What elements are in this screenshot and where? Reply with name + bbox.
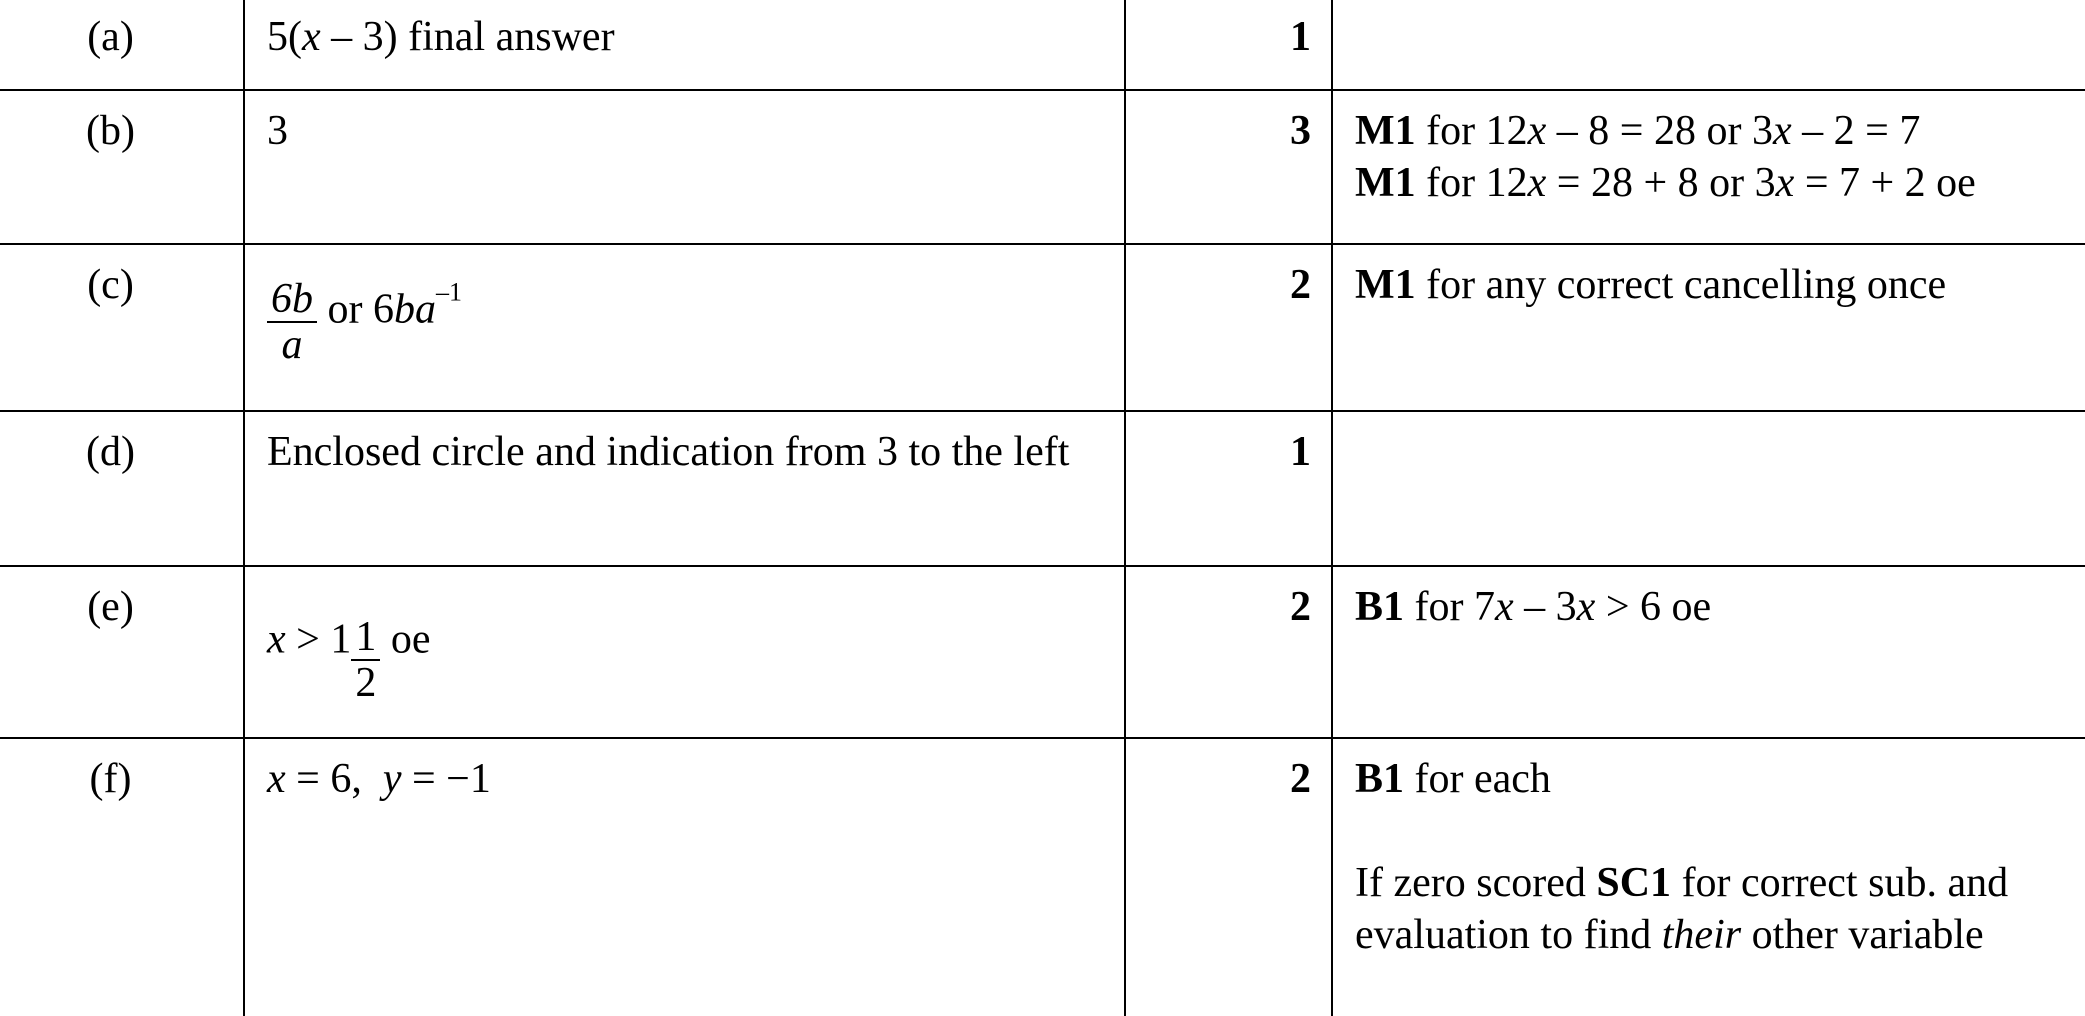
part-label: (c) [0,244,244,411]
fraction: $\frac{1}{2}$ [351,615,380,705]
answer-cell: 5(x – 3) final answer [244,0,1125,90]
note-line: If zero scored SC1 for correct sub. and evaluation to find their other variable [1355,860,2009,958]
notes-cell: M1 for any correct cancelling once [1332,244,2085,411]
table-row [0,566,2085,738]
answer-cell: 3 [244,90,1125,244]
notes-cell: B1 for 7x – 3x > 6 oe [1332,566,2085,738]
table-row [0,0,2085,90]
notes-cell [1332,90,2085,244]
marks-cell: 3 [1125,90,1332,244]
table-row [0,244,2085,411]
note-line: B1 for each [1355,756,1551,802]
marks-cell: 2 [1125,566,1332,738]
answer-cell: x > 1 $\frac{1}{2}$ oe [244,566,1125,738]
notes-cell [1332,411,2085,566]
part-label: (e) [0,566,244,738]
answer-cell: x = 6, y = −1 [244,738,1125,1016]
marks-cell: 2 [1125,244,1332,411]
notes-cell [1332,0,2085,90]
marks-cell: 1 [1125,411,1332,566]
part-label: (a) [0,0,244,90]
part-label: (b) [0,90,244,244]
note-line: M1 for 12x = 28 + 8 or 3x = 7 + 2 oe [1355,160,1976,206]
notes-cell [1332,738,2085,1016]
table-row [0,738,2085,1016]
answer-cell: Enclosed circle and indication from 3 to the left [244,411,1125,566]
answer-cell: $\frac{6b}{a}$ or $6ba^{-1}$ [244,244,1125,411]
table-row [0,90,2085,244]
marks-cell: 1 [1125,0,1332,90]
part-label: (d) [0,411,244,566]
note-line: M1 for 12x – 8 = 28 or 3x – 2 = 7 [1355,108,1921,154]
part-label: (f) [0,738,244,1016]
marks-cell: 2 [1125,738,1332,1016]
table-row [0,411,2085,566]
fraction: $\frac{6b}{a}$ [267,277,317,367]
